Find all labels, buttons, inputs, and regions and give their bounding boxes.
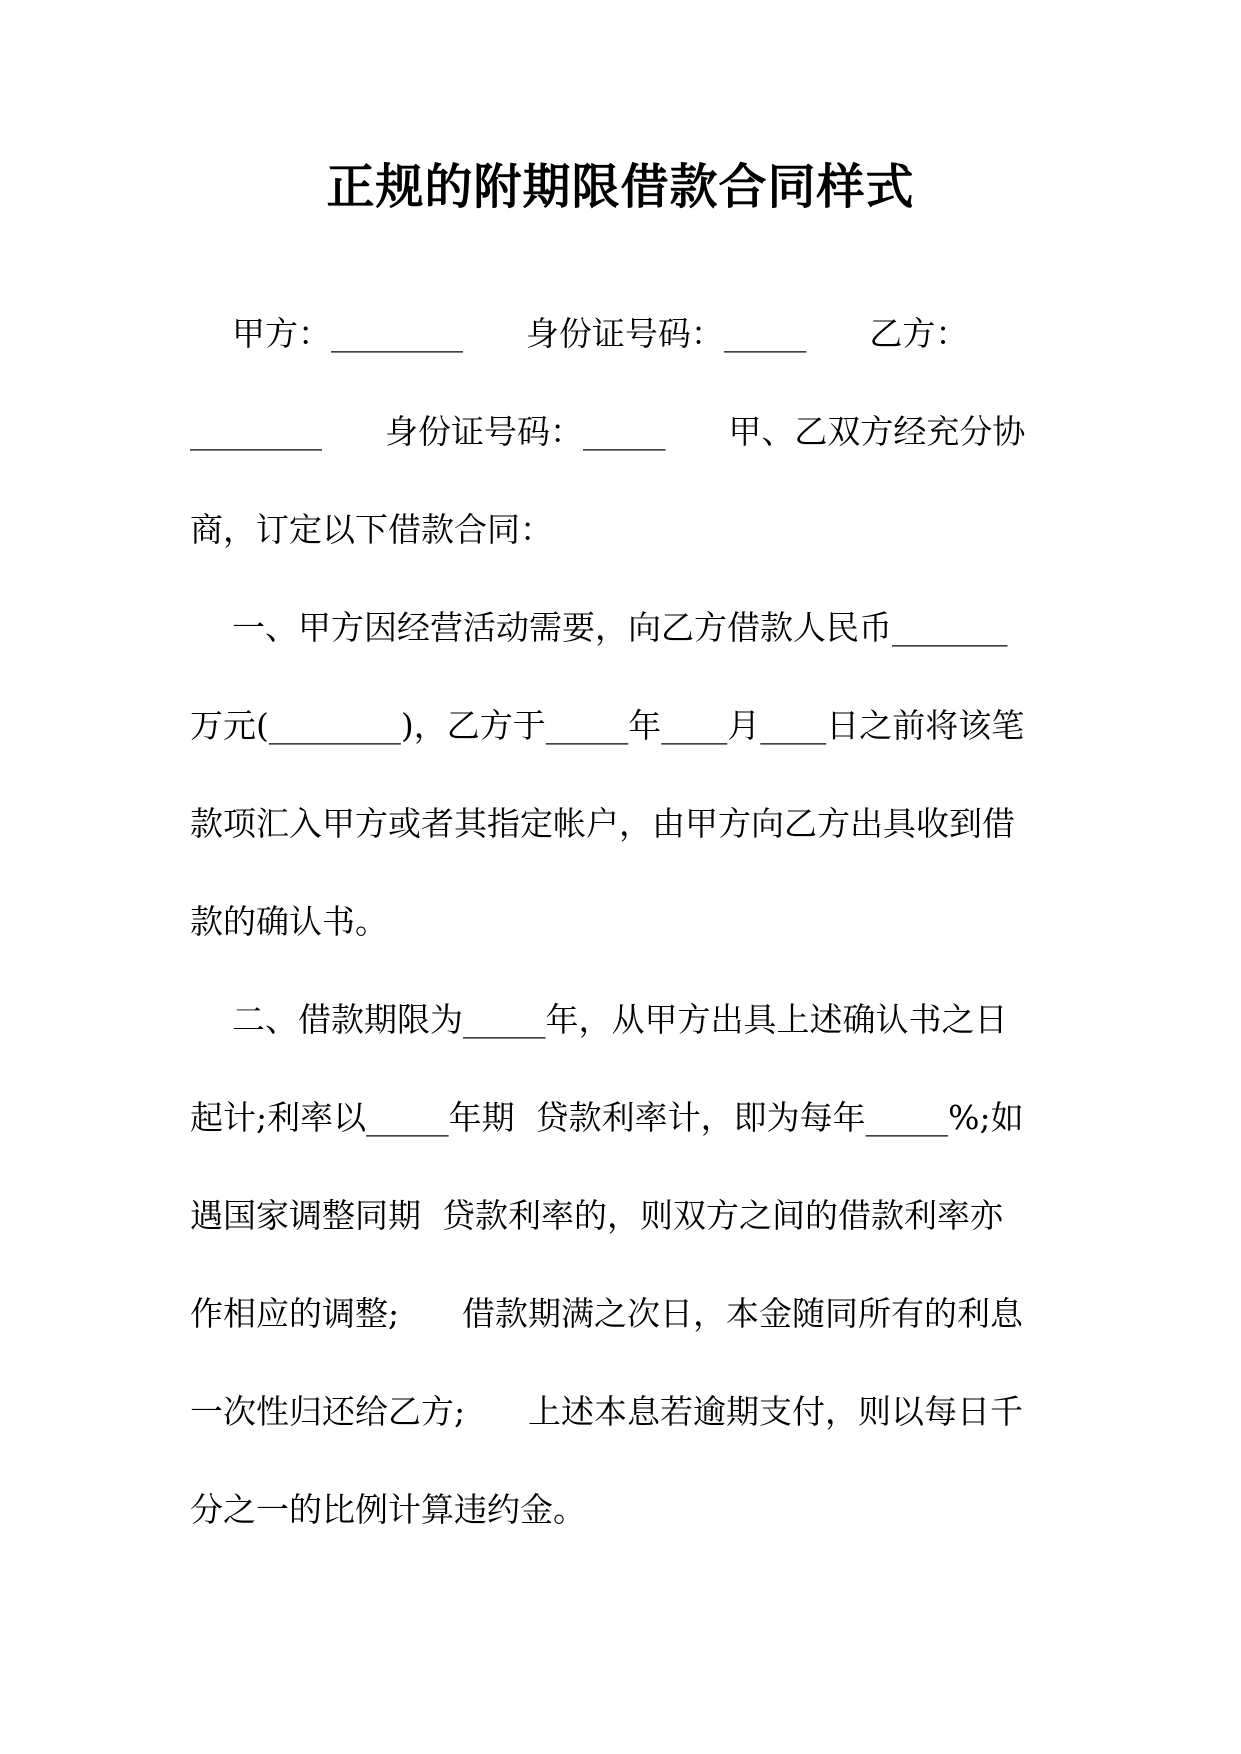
contract-line-12: 一次性归还给乙方; 上述本息若逾期支付，则以每日千	[190, 1392, 1024, 1431]
contract-line-9: 起计;利率以_____年期 贷款利率计，即为每年_____%;如	[190, 1098, 1024, 1137]
contract-line-7: 款的确认书。	[190, 902, 388, 941]
contract-line-4: 一、甲方因经营活动需要，向乙方借款人民币_______	[190, 608, 1008, 647]
contract-line-5: 万元(________)，乙方于_____年____月____日之前将该笔	[190, 706, 1025, 745]
contract-line-13: 分之一的比例计算违约金。	[190, 1490, 586, 1529]
document-title: 正规的附期限借款合同样式	[326, 159, 915, 215]
contract-line-2: ________ 身份证号码：_____ 甲、乙双方经充分协	[190, 412, 1026, 451]
contract-line-3: 商，订定以下借款合同：	[190, 510, 553, 549]
contract-line-6: 款项汇入甲方或者其指定帐户，由甲方向乙方出具收到借	[190, 804, 1015, 843]
contract-line-8: 二、借款期限为_____年，从甲方出具上述确认书之日	[190, 1000, 1008, 1039]
contract-line-1: 甲方：________ 身份证号码：_____ 乙方：	[190, 314, 969, 353]
contract-line-10: 遇国家调整同期 贷款利率的，则双方之间的借款利率亦	[190, 1196, 1003, 1235]
contract-line-11: 作相应的调整; 借款期满之次日，本金随同所有的利息	[190, 1294, 1024, 1333]
